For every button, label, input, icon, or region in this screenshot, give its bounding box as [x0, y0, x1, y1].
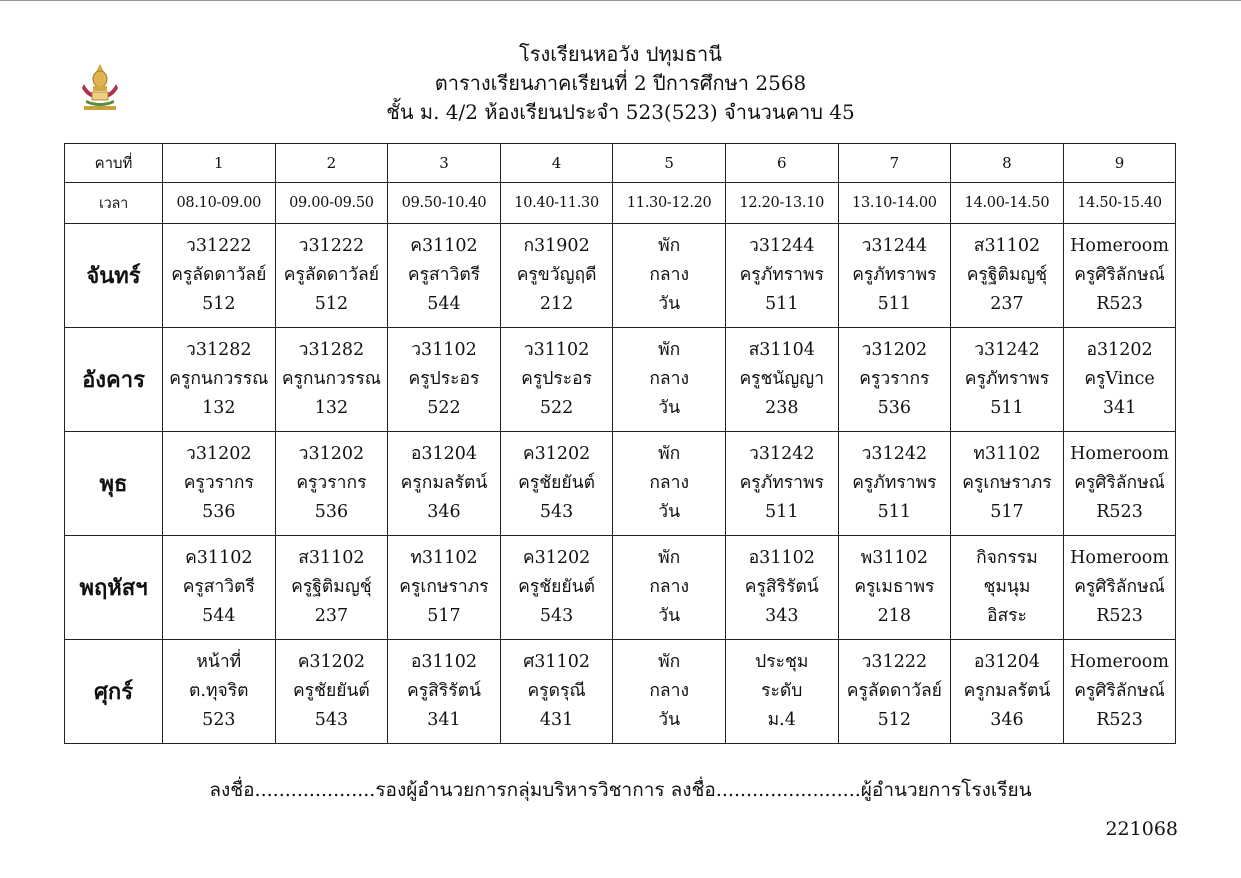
- period-time: 09.50-10.40: [388, 183, 501, 224]
- teacher-name: ครูประอร: [408, 369, 480, 389]
- class-cell: [275, 432, 388, 536]
- teacher-name: ครูชัยยันต์: [518, 473, 595, 493]
- subject-code: พัก: [658, 548, 681, 568]
- teacher-name: ครูฐิติมญชุ์: [291, 577, 372, 597]
- room-number: 346: [990, 710, 1024, 730]
- class-cell: [613, 224, 726, 328]
- class-cell: [388, 536, 501, 640]
- subject-code: ว31202: [861, 340, 928, 360]
- class-cell: [275, 224, 388, 328]
- room-number: R523: [1096, 502, 1143, 522]
- class-cell: [838, 224, 951, 328]
- teacher-name: กลาง: [649, 265, 690, 285]
- class-cell: [500, 536, 613, 640]
- class-cell: [500, 432, 613, 536]
- day-label: พุธ: [65, 432, 163, 536]
- subject-code: ค31202: [522, 548, 591, 568]
- class-cell: [613, 328, 726, 432]
- period-time: 10.40-11.30: [500, 183, 613, 224]
- class-cell: [1063, 432, 1176, 536]
- document-header: [0, 40, 1241, 127]
- teacher-name: ครูภัทราพร: [739, 473, 824, 493]
- class-cell: [951, 224, 1064, 328]
- room-number: R523: [1096, 294, 1143, 314]
- subject-code: ค31102: [410, 236, 478, 256]
- class-cell: [163, 536, 276, 640]
- class-cell: [500, 640, 613, 744]
- teacher-name: ครูวรากร: [183, 473, 254, 493]
- day-label: อังคาร: [65, 328, 163, 432]
- teacher-name: กลาง: [649, 681, 690, 701]
- room-number: 512: [877, 710, 912, 730]
- subject-code: ประชุม: [755, 652, 809, 672]
- subject-code: พัก: [658, 340, 681, 360]
- teacher-name: ครูภัทราพร: [852, 473, 937, 493]
- school-name: โรงเรียนหอวัง ปทุมธานี: [519, 42, 722, 66]
- class-cell: [163, 640, 276, 744]
- teacher-name: ครูสิริรัตน์: [407, 681, 481, 701]
- room-number: 512: [202, 294, 236, 314]
- day-label: ศุกร์: [65, 640, 163, 744]
- class-info: ชั้น ม. 4/2 ห้องเรียนประจำ 523(523) จำนวนคาบ 45: [386, 100, 855, 124]
- class-cell: [613, 640, 726, 744]
- class-cell: [613, 536, 726, 640]
- subject-code: ส31102: [973, 236, 1041, 256]
- class-cell: [388, 328, 501, 432]
- subject-code: พัก: [658, 236, 681, 256]
- class-cell: [1063, 640, 1176, 744]
- teacher-name: ชุมนุม: [983, 577, 1031, 597]
- teacher-name: ครูศิริลักษณ์: [1074, 473, 1165, 493]
- time-row: [65, 183, 1176, 224]
- teacher-name: ครูศิริลักษณ์: [1074, 265, 1165, 285]
- class-cell: [951, 640, 1064, 744]
- class-cell: [838, 536, 951, 640]
- period-number: 1: [163, 144, 276, 183]
- room-number: 237: [990, 294, 1024, 314]
- period-time: 09.00-09.50: [275, 183, 388, 224]
- teacher-name: ครูชัยยันต์: [518, 577, 595, 597]
- period-number: 9: [1063, 144, 1176, 183]
- room-number: วัน: [658, 606, 681, 626]
- room-number: 536: [202, 502, 236, 522]
- day-row: [65, 536, 1176, 640]
- room-number: 511: [990, 398, 1024, 418]
- room-number: 511: [877, 294, 912, 314]
- period-number: 5: [613, 144, 726, 183]
- class-cell: [500, 224, 613, 328]
- teacher-name: ครูภัทราพร: [964, 369, 1050, 389]
- subject-code: อ31102: [410, 652, 478, 672]
- period-number: 8: [951, 144, 1064, 183]
- room-number: 132: [314, 398, 349, 418]
- subject-code: ว31242: [974, 340, 1040, 360]
- teacher-name: ต.ทุจริต: [189, 681, 249, 701]
- period-number: 7: [838, 144, 951, 183]
- teacher-name: กลาง: [649, 473, 690, 493]
- teacher-name: ครูชัยยันต์: [292, 681, 370, 701]
- teacher-name: ครูภัทราพร: [852, 265, 937, 285]
- subject-code: ก31902: [523, 236, 590, 256]
- class-cell: [163, 224, 276, 328]
- teacher-name: ครูประอร: [521, 369, 593, 389]
- period-time: 13.10-14.00: [838, 183, 951, 224]
- day-row: [65, 432, 1176, 536]
- room-number: 238: [765, 398, 799, 418]
- subject-code: ว31222: [186, 236, 252, 256]
- subject-code: ว31242: [861, 444, 928, 464]
- class-cell: [1063, 536, 1176, 640]
- subject-code: ว31282: [298, 340, 365, 360]
- room-number: 237: [314, 606, 349, 626]
- subject-code: ว31222: [298, 236, 365, 256]
- teacher-name: ระดับ: [761, 681, 803, 701]
- subject-code: ส31102: [298, 548, 365, 568]
- period-time: 14.50-15.40: [1063, 183, 1176, 224]
- time-label: เวลา: [65, 183, 163, 224]
- top-rule: [0, 0, 1241, 1]
- subject-code: ว31202: [186, 444, 252, 464]
- day-label: พฤหัสฯ: [65, 536, 163, 640]
- teacher-name: ครูศิริลักษณ์: [1074, 577, 1165, 597]
- room-number: 543: [539, 606, 574, 626]
- room-number: 536: [314, 502, 349, 522]
- subject-code: อ31202: [1086, 340, 1153, 360]
- teacher-name: ครูกมลรัตน์: [400, 473, 488, 493]
- room-number: 536: [877, 398, 912, 418]
- subject-code: ว31244: [861, 236, 928, 256]
- room-number: 517: [990, 502, 1024, 522]
- subject-code: ค31202: [297, 652, 366, 672]
- class-cell: [388, 432, 501, 536]
- room-number: 346: [427, 502, 461, 522]
- period-time: 14.00-14.50: [951, 183, 1064, 224]
- day-label: จันทร์: [65, 224, 163, 328]
- subject-code: Homeroom: [1070, 444, 1169, 464]
- subject-code: ว31282: [186, 340, 252, 360]
- subject-code: ส31104: [748, 340, 815, 360]
- class-cell: [1063, 224, 1176, 328]
- teacher-name: ครูสาวิตรี: [407, 265, 481, 285]
- room-number: วัน: [658, 398, 681, 418]
- period-time: 12.20-13.10: [725, 183, 838, 224]
- room-number: 544: [427, 294, 461, 314]
- class-cell: [951, 432, 1064, 536]
- teacher-name: ครูเกษราภร: [399, 577, 489, 597]
- subject-code: Homeroom: [1070, 652, 1169, 672]
- teacher-name: ครูวรากร: [859, 369, 930, 389]
- class-cell: [951, 536, 1064, 640]
- class-cell: [275, 328, 388, 432]
- class-cell: [838, 328, 951, 432]
- room-number: 523: [202, 710, 236, 730]
- room-number: 543: [539, 502, 574, 522]
- day-row: [65, 224, 1176, 328]
- class-cell: [725, 328, 838, 432]
- room-number: R523: [1096, 710, 1143, 730]
- period-label: คาบที่: [65, 144, 163, 183]
- room-number: 511: [765, 502, 799, 522]
- class-cell: [388, 224, 501, 328]
- subject-code: ศ31102: [523, 652, 590, 672]
- period-number: 3: [388, 144, 501, 183]
- subject-code: ว31244: [749, 236, 815, 256]
- day-row: [65, 328, 1176, 432]
- teacher-name: ครูดรุณี: [527, 681, 586, 701]
- class-cell: [951, 328, 1064, 432]
- teacher-name: ครูกนกวรรณ: [281, 369, 381, 389]
- subject-code: ค31202: [522, 444, 591, 464]
- teacher-name: ครูสิริรัตน์: [744, 577, 819, 597]
- subject-code: อ31204: [410, 444, 478, 464]
- teacher-name: ครูวรากร: [296, 473, 367, 493]
- room-number: 212: [539, 294, 574, 314]
- subject-code: Homeroom: [1070, 548, 1169, 568]
- subject-code: หน้าที่: [196, 652, 242, 672]
- room-number: 218: [877, 606, 912, 626]
- subject-code: Homeroom: [1070, 236, 1169, 256]
- subject-code: ว31242: [749, 444, 815, 464]
- class-cell: [725, 640, 838, 744]
- teacher-name: ครูลัดดาวัลย์: [283, 265, 379, 285]
- period-time: 08.10-09.00: [163, 183, 276, 224]
- day-row: [65, 640, 1176, 744]
- teacher-name: ครูเมธาพร: [854, 577, 935, 597]
- class-cell: [275, 536, 388, 640]
- room-number: วัน: [658, 294, 681, 314]
- signature-line: ลงชื่อ....................รองผู้อำนวยการกลุ่มบริหารวิชาการ ลงชื่อ........................ผู้อำนวยการโรงเรียน: [209, 779, 1032, 801]
- class-cell: [725, 432, 838, 536]
- period-number: 4: [500, 144, 613, 183]
- teacher-name: ครูภัทราพร: [739, 265, 824, 285]
- subject-code: ว31102: [523, 340, 590, 360]
- class-cell: [388, 640, 501, 744]
- room-number: 522: [539, 398, 574, 418]
- teacher-name: ครูกมลรัตน์: [963, 681, 1051, 701]
- teacher-name: กลาง: [649, 577, 690, 597]
- subject-code: ค31102: [185, 548, 253, 568]
- class-cell: [613, 432, 726, 536]
- document-code: 221068: [1105, 818, 1178, 840]
- subject-code: ว31102: [411, 340, 477, 360]
- room-number: 343: [765, 606, 799, 626]
- teacher-name: ครูVince: [1084, 369, 1155, 389]
- room-number: 522: [427, 398, 461, 418]
- class-cell: [275, 640, 388, 744]
- timetable-title: ตารางเรียนภาคเรียนที่ 2 ปีการศึกษา 2568: [434, 71, 807, 95]
- class-cell: [163, 432, 276, 536]
- teacher-name: กลาง: [649, 369, 690, 389]
- subject-code: ท31102: [973, 444, 1041, 464]
- room-number: อิสระ: [986, 606, 1027, 626]
- room-number: 543: [314, 710, 349, 730]
- teacher-name: ครูศิริลักษณ์: [1074, 681, 1165, 701]
- room-number: ม.4: [767, 710, 796, 730]
- room-number: 341: [427, 710, 461, 730]
- subject-code: ว31222: [861, 652, 928, 672]
- subject-code: อ31204: [973, 652, 1041, 672]
- subject-code: กิจกรรม: [976, 548, 1038, 568]
- subject-code: พัก: [658, 444, 681, 464]
- teacher-name: ครูเกษราภร: [962, 473, 1052, 493]
- subject-code: ว31202: [298, 444, 365, 464]
- room-number: R523: [1096, 606, 1143, 626]
- period-row: [65, 144, 1176, 183]
- timetable: [64, 143, 1176, 744]
- room-number: วัน: [658, 502, 681, 522]
- subject-code: อ31102: [748, 548, 815, 568]
- room-number: 511: [877, 502, 912, 522]
- period-number: 2: [275, 144, 388, 183]
- room-number: 512: [314, 294, 349, 314]
- subject-code: พัก: [658, 652, 681, 672]
- room-number: 544: [202, 606, 236, 626]
- room-number: วัน: [658, 710, 681, 730]
- class-cell: [838, 432, 951, 536]
- subject-code: พ31102: [860, 548, 928, 568]
- class-cell: [163, 328, 276, 432]
- teacher-name: ครูลัดดาวัลย์: [846, 681, 942, 701]
- room-number: 511: [765, 294, 799, 314]
- class-cell: [838, 640, 951, 744]
- room-number: 341: [1102, 398, 1137, 418]
- teacher-name: ครูสาวิตรี: [182, 577, 255, 597]
- teacher-name: ครูลัดดาวัลย์: [171, 265, 267, 285]
- teacher-name: ครูกนกวรรณ: [169, 369, 269, 389]
- class-cell: [725, 224, 838, 328]
- room-number: 517: [427, 606, 461, 626]
- room-number: 431: [539, 710, 574, 730]
- period-number: 6: [725, 144, 838, 183]
- teacher-name: ครูขวัญฤดี: [516, 265, 597, 285]
- teacher-name: ครูชนัญญา: [739, 369, 825, 389]
- subject-code: ท31102: [410, 548, 478, 568]
- class-cell: [1063, 328, 1176, 432]
- teacher-name: ครูฐิติมญชุ์: [966, 265, 1048, 285]
- class-cell: [725, 536, 838, 640]
- period-time: 11.30-12.20: [613, 183, 726, 224]
- class-cell: [500, 328, 613, 432]
- room-number: 132: [202, 398, 236, 418]
